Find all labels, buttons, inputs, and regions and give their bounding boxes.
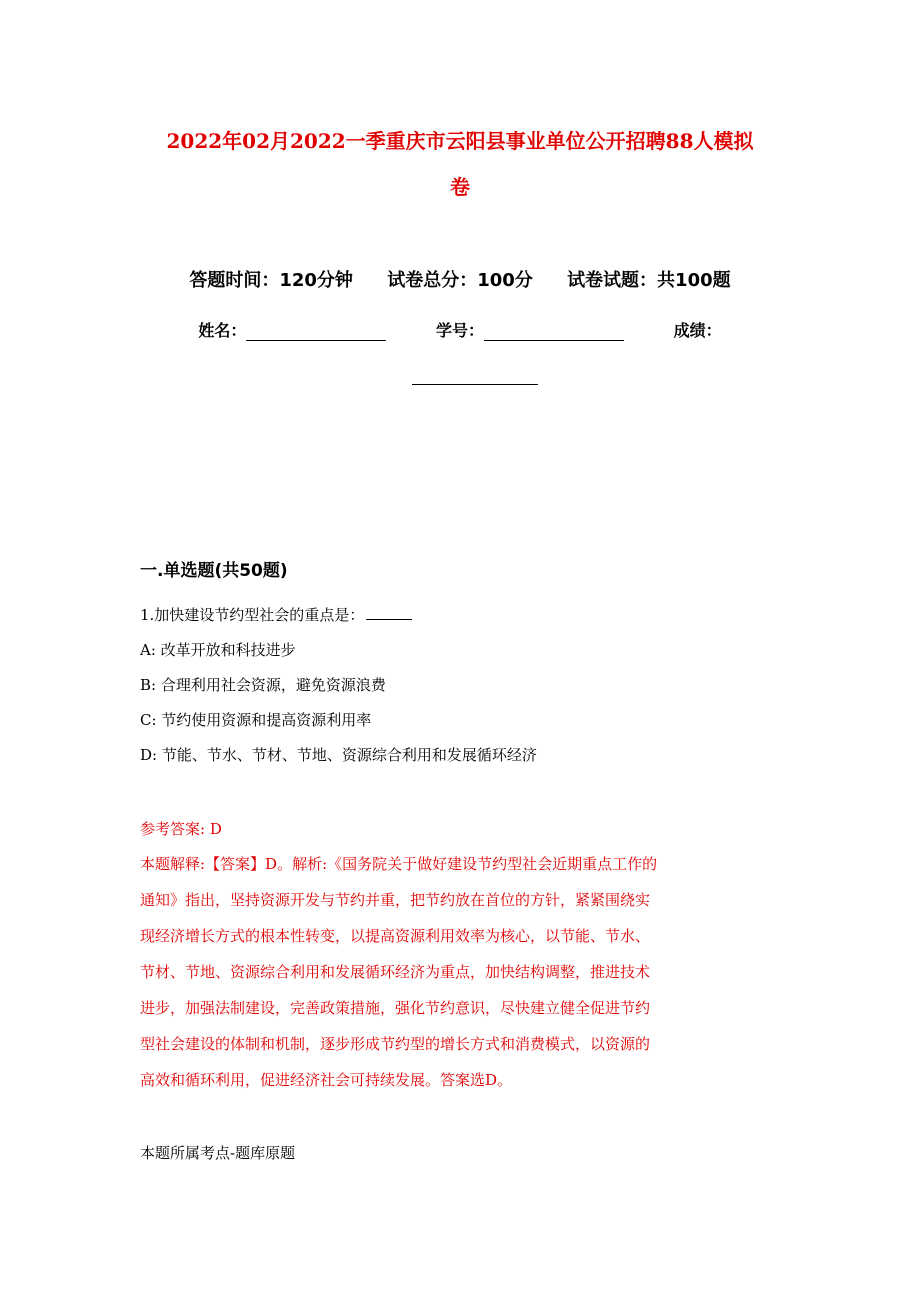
question-stem-text: 1.加快建设节约型社会的重点是： bbox=[140, 606, 365, 624]
explanation-line: 型社会建设的体制和机制，逐步形成节约型的增长方式和消费模式，以资源的 bbox=[140, 1035, 651, 1053]
option-c: C: 节约使用资源和提高资源利用率 bbox=[140, 711, 372, 729]
exam-meta-row bbox=[100, 266, 820, 292]
name-label: 姓名： bbox=[198, 321, 247, 340]
explanation-line: 现经济增长方式的根本性转变，以提高资源利用效率为核心，以节能、节水、 bbox=[140, 927, 651, 945]
exam-title bbox=[100, 118, 820, 210]
student-info-row bbox=[100, 318, 820, 341]
question-answer-blank bbox=[366, 603, 412, 620]
score-blank[interactable] bbox=[412, 370, 538, 385]
reference-answer: 参考答案: D bbox=[140, 820, 222, 838]
explanation-line: 通知》指出，坚持资源开发与节约并重，把节约放在首位的方针，紧紧围绕实 bbox=[140, 891, 651, 909]
name-field bbox=[198, 321, 392, 340]
id-label: 学号： bbox=[435, 321, 484, 340]
option-a: A: 改革开放和科技进步 bbox=[140, 641, 296, 659]
section-title: 一.单选题(共50题) bbox=[140, 561, 288, 581]
id-blank[interactable] bbox=[484, 326, 624, 341]
exam-total-score: 试卷总分：100分 bbox=[387, 270, 533, 291]
question-stem bbox=[140, 598, 780, 633]
explanation-line: 进步，加强法制建设，完善政策措施，强化节约意识，尽快建立健全促进节约 bbox=[140, 999, 651, 1017]
option-d: D: 节能、节水、节材、节地、资源综合利用和发展循环经济 bbox=[140, 746, 537, 764]
question-1 bbox=[140, 598, 780, 773]
exam-time: 答题时间：120分钟 bbox=[189, 270, 353, 291]
exam-title-line-1: 2022年02月2022一季重庆市云阳县事业单位公开招聘88人模拟 bbox=[166, 129, 754, 153]
explanation-line: 高效和循环利用，促进经济社会可持续发展。答案选D。 bbox=[140, 1071, 513, 1089]
id-field bbox=[436, 321, 630, 340]
score-label: 成绩： bbox=[673, 321, 722, 340]
explanation-line: 本题解释:【答案】D。解析:《国务院关于做好建设节约型社会近期重点工作的 bbox=[140, 855, 658, 873]
score-field bbox=[674, 321, 722, 340]
question-source: 本题所属考点-题库原题 bbox=[140, 1144, 296, 1162]
exam-title-line-2: 卷 bbox=[450, 175, 470, 199]
option-b: B: 合理利用社会资源，避免资源浪费 bbox=[140, 676, 386, 694]
name-blank[interactable] bbox=[246, 326, 386, 341]
exam-question-count: 试卷试题：共100题 bbox=[567, 270, 731, 291]
explanation bbox=[140, 846, 780, 1098]
explanation-line: 节材、节地、资源综合利用和发展循环经济为重点，加快结构调整，推进技术 bbox=[140, 963, 651, 981]
